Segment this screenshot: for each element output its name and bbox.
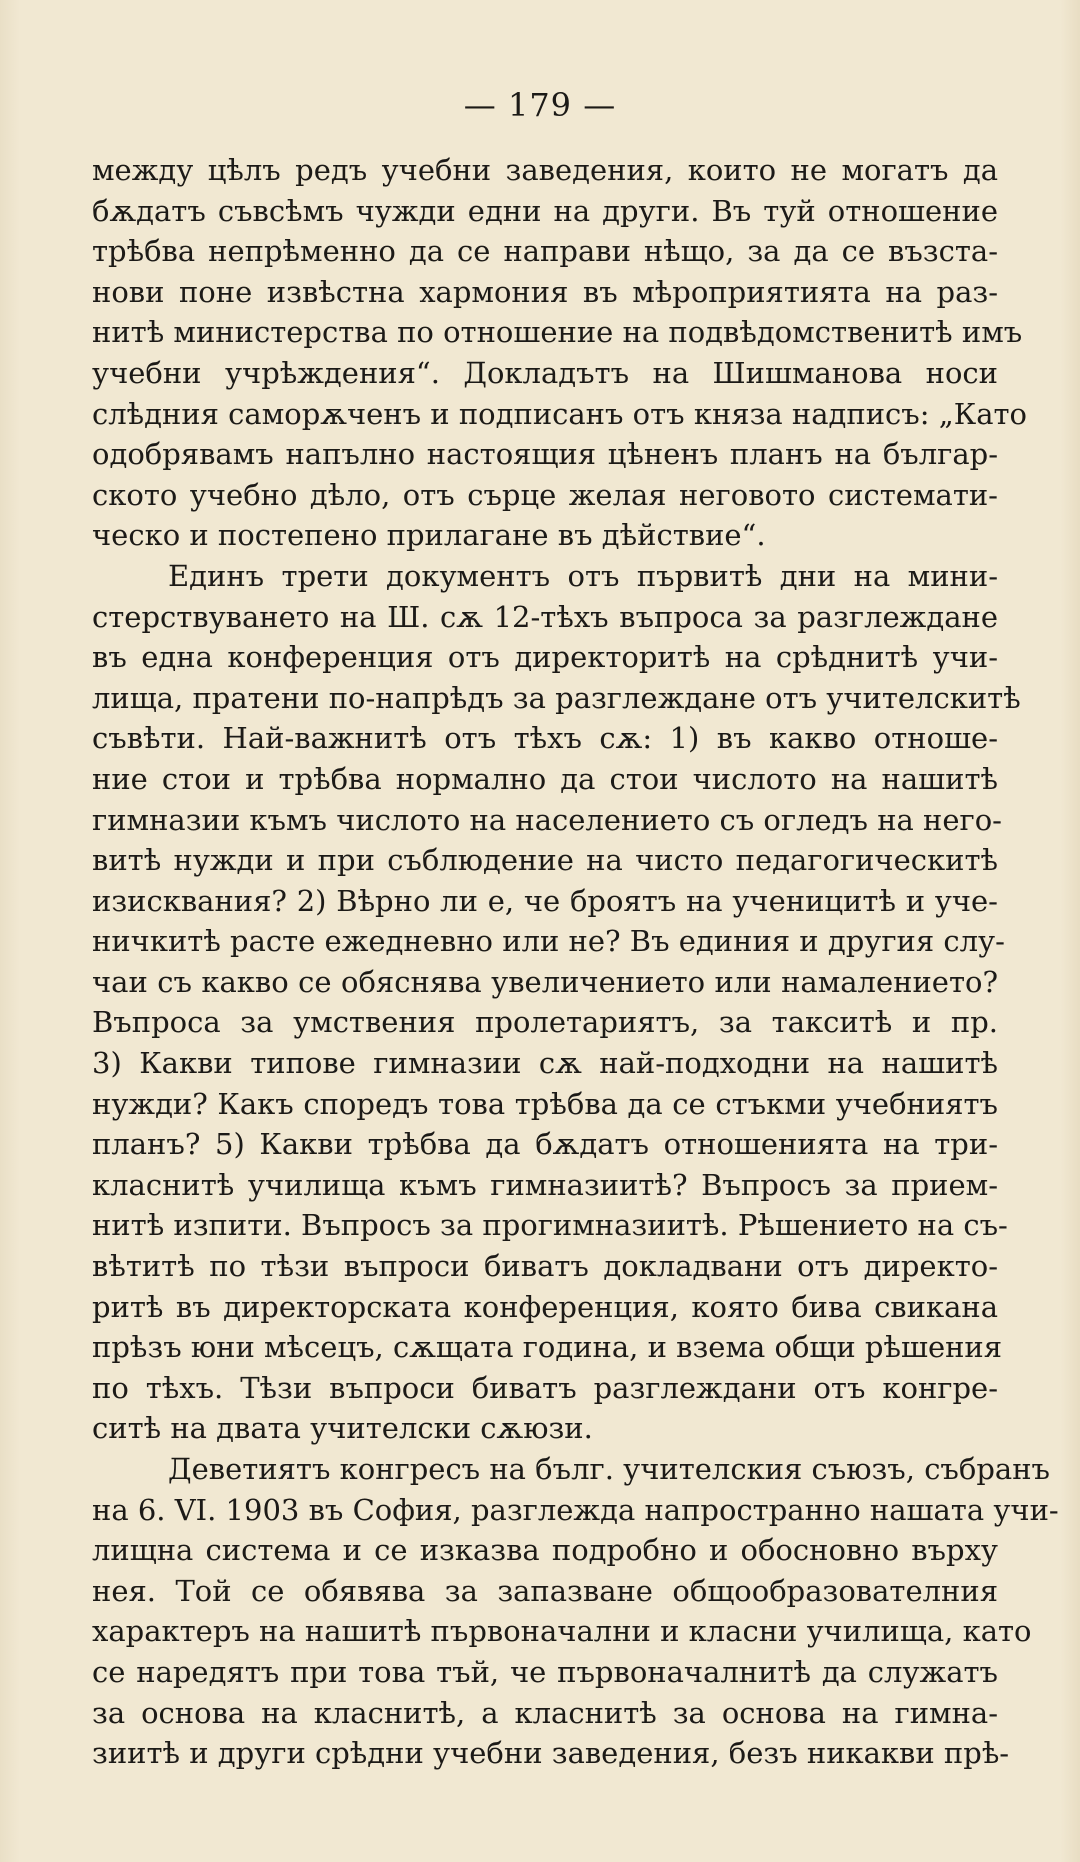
text-line: одобрявамъ напълно настоящия цѣненъ планъ на българ- xyxy=(92,437,998,472)
body-text xyxy=(92,150,1059,1774)
text-line: вѣтитѣ по тѣзи въпроси биватъ докладвани отъ директо- xyxy=(92,1249,998,1284)
text-line: прѣзъ юни мѣсецъ, сѫщата година, и взема общи рѣшения xyxy=(92,1330,1003,1365)
text-line: по тѣхъ. Тѣзи въпроси биватъ разглеждани отъ конгре- xyxy=(92,1370,998,1405)
text-line: нужди? Какъ споредъ това трѣбва да се стъкми учебниятъ xyxy=(92,1086,998,1121)
text-line: за основа на класнитѣ, а класнитѣ за основа на гимна- xyxy=(92,1695,998,1730)
text-line: ничкитѣ расте ежедневно или не? Въ единия и другия слу- xyxy=(92,924,1005,959)
text-line: съвѣти. Най-важнитѣ отъ тѣхъ сѫ: 1) въ какво отноше- xyxy=(92,721,998,756)
paragraph-start-line: Единъ трети документъ отъ първитѣ дни на мини- xyxy=(168,558,998,593)
text-line: лищна система и се изказва подробно и обосновно върху xyxy=(92,1533,998,1568)
paragraph-start-line: Деветиятъ конгресъ на бълг. учителския съюзъ, събранъ xyxy=(168,1452,1050,1486)
text-line: между цѣлъ редъ учебни заведения, които не могатъ да xyxy=(92,153,998,187)
text-line: на 6. VI. 1903 въ София, разглежда напространно нашата учи- xyxy=(92,1492,1059,1527)
paragraph-end-line: ситѣ на двата учителски сѫюзи. xyxy=(92,1411,593,1446)
text-line: лища, пратени по-напрѣдъ за разглеждане отъ учителскитѣ xyxy=(92,680,1021,715)
text-line: нитѣ изпити. Въпросъ за прогимназиитѣ. Рѣшението на съ- xyxy=(92,1208,1008,1243)
text-line: витѣ нужди и при съблюдение на чисто педагогическитѣ xyxy=(92,843,998,878)
text-line: характеръ на нашитѣ първоначални и класни училища, като xyxy=(92,1614,1032,1649)
text-line: учебни учрѣждения“. Докладътъ на Шишманова носи xyxy=(92,355,998,390)
text-line: се наредятъ при това тъй, че първоначалнитѣ да служатъ xyxy=(92,1654,998,1689)
text-line: стерствуването на Ш. сѫ 12-тѣхъ въпроса за разглеждане xyxy=(92,599,998,634)
text-line: ското учебно дѣло, отъ сърце желая неговото системати- xyxy=(92,477,998,512)
text-line: нея. Той се обявява за запазване общообразователния xyxy=(92,1573,998,1608)
text-line: гимназии къмъ числото на населението съ огледъ на него- xyxy=(92,802,1002,837)
text-line: въ една конференция отъ директоритѣ на срѣднитѣ учи- xyxy=(92,640,998,675)
text-line: нитѣ министерства по отношение на подвѣдомственитѣ имъ xyxy=(92,315,1023,350)
text-line: бѫдатъ съвсѣмъ чужди едни на други. Въ туй отношение xyxy=(92,193,998,228)
text-line: Въпроса за умствения пролетариятъ, за такситѣ и пр. xyxy=(92,1005,998,1040)
paragraph-end-line: ческо и постепено прилагане въ дѣйствие“. xyxy=(92,518,766,553)
text-line: слѣдния саморѫченъ и подписанъ отъ княза надписъ: „Като xyxy=(92,396,1027,431)
text-line: ритѣ въ директорската конференция, която бива свикана xyxy=(92,1289,998,1324)
text-line: нови поне извѣстна хармония въ мѣроприятията на раз- xyxy=(92,274,998,309)
text-line: зиитѣ и други срѣдни учебни заведения, безъ никакви прѣ- xyxy=(92,1736,1010,1771)
text-line: 3) Какви типове гимназии сѫ най-подходни на нашитѣ xyxy=(92,1046,998,1081)
text-line: планъ? 5) Какви трѣбва да бѫдатъ отношенията на три- xyxy=(92,1127,998,1162)
page-number: — 179 — xyxy=(463,86,617,124)
text-line: ние стои и трѣбва нормално да стои числото на нашитѣ xyxy=(92,761,998,796)
text-line: класнитѣ училища къмъ гимназиитѣ? Въпросъ за прием- xyxy=(92,1167,998,1202)
text-line: чаи съ какво се обяснява увеличението или намалението? xyxy=(92,964,998,999)
text-line: трѣбва непрѣменно да се направи нѣщо, за да се възста- xyxy=(92,234,998,269)
text-line: изисквания? 2) Вѣрно ли е, че броятъ на ученицитѣ и уче- xyxy=(92,883,998,918)
